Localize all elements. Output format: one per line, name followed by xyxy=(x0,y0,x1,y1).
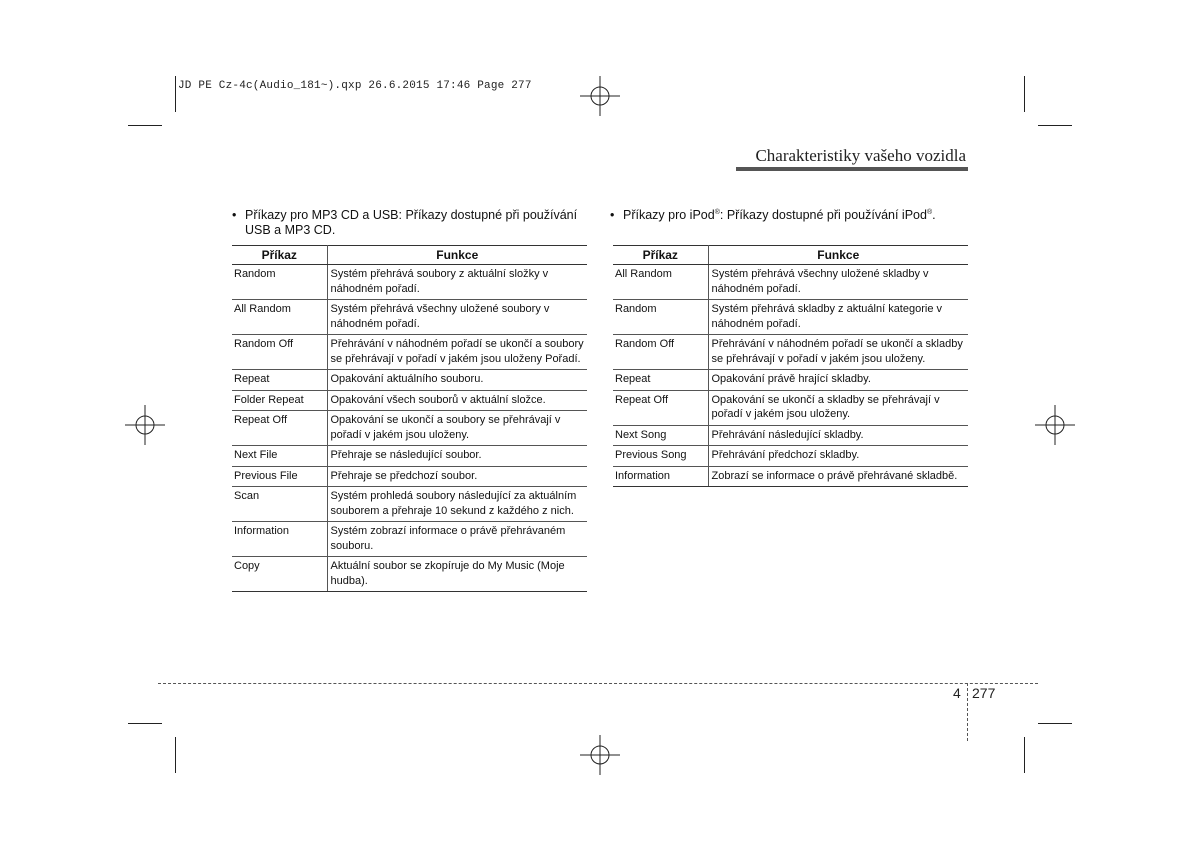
bullet-dot: • xyxy=(610,208,615,222)
function-cell: Aktuální soubor se zkopíruje do My Music (Moje hudba). xyxy=(327,557,587,592)
table-row xyxy=(613,425,968,446)
table-row xyxy=(232,466,587,487)
page-number: 277 xyxy=(972,685,996,701)
function-cell: Opakování se ukončí a soubory se přehrávají v pořadí v jakém jsou uloženy. xyxy=(327,411,587,446)
ipod-commands-body xyxy=(613,265,968,487)
table-row xyxy=(613,390,968,425)
ipod-commands-table xyxy=(613,245,968,487)
function-cell: Přehraje se předchozí soubor. xyxy=(327,466,587,487)
table-row xyxy=(232,335,587,370)
mp3-usb-commands-table xyxy=(232,245,587,592)
table-row xyxy=(613,265,968,300)
function-cell: Přehraje se následující soubor. xyxy=(327,446,587,467)
crop-mark-top-right-v xyxy=(1024,76,1025,112)
registered-mark: ® xyxy=(926,208,933,216)
command-cell: All Random xyxy=(232,300,327,335)
printer-slug: JD PE Cz-4c(Audio_181~).qxp 26.6.2015 17:46 Page 277 xyxy=(178,80,532,92)
crop-mark-bottom-left-v xyxy=(175,737,176,773)
crop-mark-top-right-h xyxy=(1038,125,1072,126)
function-cell: Systém přehrává všechny uložené skladby v náhodném pořadí. xyxy=(708,265,968,300)
table-row xyxy=(613,446,968,467)
function-cell: Opakování se ukončí a skladby se přehrávají v pořadí v jakém jsou uloženy. xyxy=(708,390,968,425)
command-cell: Random Off xyxy=(613,335,708,370)
command-cell: Scan xyxy=(232,487,327,522)
table-row xyxy=(232,446,587,467)
command-cell: All Random xyxy=(613,265,708,300)
column-header-command: Příkaz xyxy=(613,246,708,265)
table-row xyxy=(613,466,968,487)
running-head: Charakteristiky vašeho vozidla xyxy=(755,146,966,165)
command-cell: Previous Song xyxy=(613,446,708,467)
function-cell: Přehrávání v náhodném pořadí se ukončí a soubory se přehrávají v pořadí v jakém jsou uloženy Pořadí. xyxy=(327,335,587,370)
table-header-row xyxy=(232,246,587,265)
registration-mark-top-icon xyxy=(580,76,620,116)
running-head-bar xyxy=(736,167,968,171)
function-cell: Zobrazí se informace o právě přehrávané skladbě. xyxy=(708,466,968,487)
command-cell: Next File xyxy=(232,446,327,467)
footer-rule xyxy=(158,683,1038,684)
table-row xyxy=(232,370,587,391)
table-row xyxy=(232,411,587,446)
table-row xyxy=(232,522,587,557)
command-cell: Repeat xyxy=(613,370,708,391)
mp3-usb-commands-body xyxy=(232,265,587,592)
registration-mark-right-icon xyxy=(1035,405,1075,445)
table-row xyxy=(232,390,587,411)
function-cell: Systém zobrazí informace o právě přehrávaném souboru. xyxy=(327,522,587,557)
function-cell: Opakování všech souborů v aktuální složce. xyxy=(327,390,587,411)
right-bullet-text xyxy=(610,208,980,223)
function-cell: Systém přehrává skladby z aktuální kategorie v náhodném pořadí. xyxy=(708,300,968,335)
crop-mark-bottom-right-h xyxy=(1038,723,1072,724)
command-cell: Previous File xyxy=(232,466,327,487)
command-cell: Information xyxy=(613,466,708,487)
crop-mark-top-left-h xyxy=(128,125,162,126)
table-row xyxy=(613,370,968,391)
table-row xyxy=(613,335,968,370)
chapter-number: 4 xyxy=(953,685,961,701)
command-cell: Folder Repeat xyxy=(232,390,327,411)
left-bullet xyxy=(232,208,592,238)
function-cell: Opakování aktuálního souboru. xyxy=(327,370,587,391)
right-bullet-part: . xyxy=(932,208,936,222)
command-cell: Repeat Off xyxy=(613,390,708,425)
command-cell: Random xyxy=(232,265,327,300)
column-header-command: Příkaz xyxy=(232,246,327,265)
table-row xyxy=(232,265,587,300)
command-cell: Random Off xyxy=(232,335,327,370)
function-cell: Systém prohledá soubory následující za aktuálním souborem a přehraje 10 sekund z každého z nich. xyxy=(327,487,587,522)
registration-mark-left-icon xyxy=(125,405,165,445)
column-header-function: Funkce xyxy=(708,246,968,265)
table-row xyxy=(613,300,968,335)
left-bullet-text: Příkazy pro MP3 CD a USB: Příkazy dostupné při používání USB a MP3 CD. xyxy=(245,208,578,237)
crop-mark-bottom-right-v xyxy=(1024,737,1025,773)
right-bullet-part: Příkazy pro iPod xyxy=(623,208,715,222)
command-cell: Copy xyxy=(232,557,327,592)
crop-mark-bottom-left-h xyxy=(128,723,162,724)
registered-mark: ® xyxy=(714,208,720,216)
bullet-dot: • xyxy=(232,208,237,222)
command-cell: Random xyxy=(613,300,708,335)
function-cell: Opakování právě hrající skladby. xyxy=(708,370,968,391)
command-cell: Repeat xyxy=(232,370,327,391)
table-row xyxy=(232,487,587,522)
table-row xyxy=(232,557,587,592)
crop-mark-top-left-v xyxy=(175,76,176,112)
table-header-row xyxy=(613,246,968,265)
function-cell: Systém přehrává soubory z aktuální složky v náhodném pořadí. xyxy=(327,265,587,300)
command-cell: Repeat Off xyxy=(232,411,327,446)
function-cell: Přehrávání předchozí skladby. xyxy=(708,446,968,467)
column-header-function: Funkce xyxy=(327,246,587,265)
function-cell: Přehrávání následující skladby. xyxy=(708,425,968,446)
footer-divider xyxy=(967,683,968,741)
function-cell: Přehrávání v náhodném pořadí se ukončí a skladby se přehrávají v pořadí v jakém jsou uloženy. xyxy=(708,335,968,370)
function-cell: Systém přehrává všechny uložené soubory v náhodném pořadí. xyxy=(327,300,587,335)
registration-mark-bottom-icon xyxy=(580,735,620,775)
right-bullet xyxy=(610,208,980,223)
command-cell: Information xyxy=(232,522,327,557)
right-bullet-part: : Příkazy dostupné při používání iPod xyxy=(719,208,927,222)
table-row xyxy=(232,300,587,335)
command-cell: Next Song xyxy=(613,425,708,446)
